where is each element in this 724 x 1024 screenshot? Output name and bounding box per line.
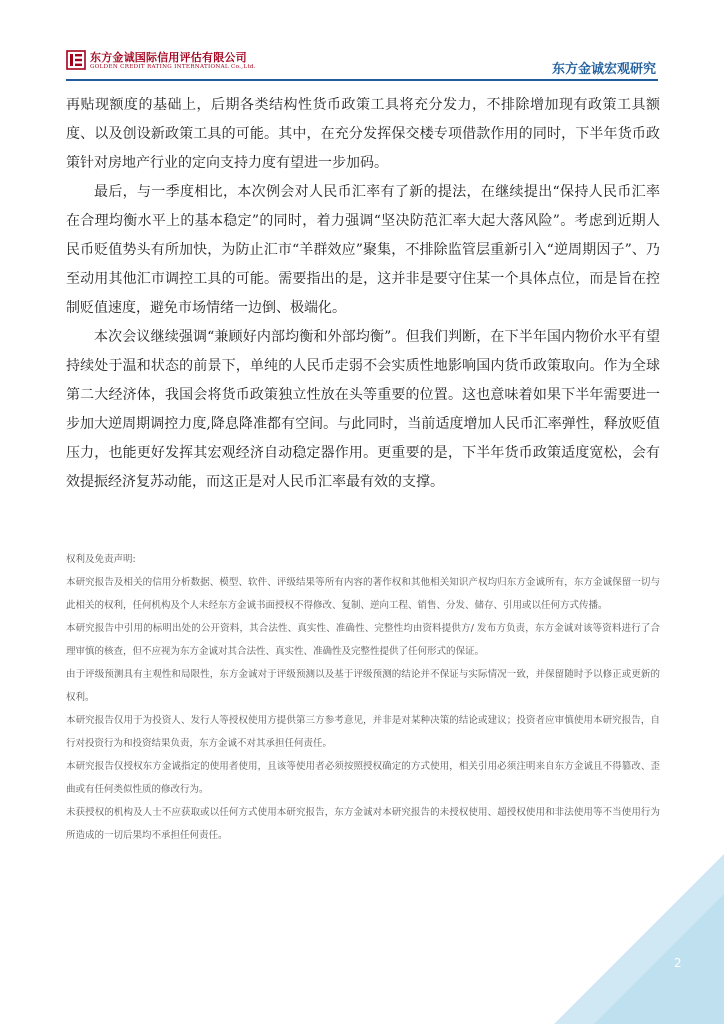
disclaimer-paragraph: 本研究报告及相关的信用分析数据、模型、软件、评级结果等所有内容的著作权和其他相关知识产权均归东方金诚所有，东方金诚保留一切与此相关的权利，任何机构及个人未经东方金诚书面授权不得修改、复制、逆向工程、销售、分发、储存、引用或以任何方式传播。 (66, 577, 660, 611)
disclaimer-section (66, 548, 660, 847)
disclaimer-title: 权利及免责声明: (66, 554, 136, 565)
corner-decoration (554, 854, 724, 1024)
body-paragraph: 本次会议继续强调“兼顾好内部均衡和外部均衡”。但我们判断，在下半年国内物价水平有望持续处于温和状态的前景下，单纯的人民币走弱不会实质性地影响国内货币政策取向。作为全球第二大经济体，我国会将货币政策独立性放在头等重要的位置。这也意味着如果下半年需要进一步加大逆周期调控力度,降息降准都有空间。与此同时，当前适度增加人民币汇率弹性，释放贬值压力，也能更好发挥其宏观经济自动稳定器作用。更重要的是，下半年货币政策适度宽松，会有效提振经济复苏动能，而这正是对人民币汇率最有效的支撑。 (66, 329, 660, 490)
disclaimer-paragraph: 本研究报告仅授权东方金诚指定的使用者使用，且该等使用者必须按照授权确定的方式使用，相关引用必须注明来自东方金诚且不得篡改、歪曲或有任何类似性质的修改行为。 (66, 761, 660, 795)
company-name-cn: 东方金诚国际信用评估有限公司 (90, 51, 247, 64)
main-body (66, 91, 660, 497)
disclaimer-paragraph: 本研究报告中引用的标明出处的公开资料，其合法性、真实性、准确性、完整性均由资料提供方/ 发布方负责，东方金诚对该等资料进行了合理审慎的核查，但不应视为东方金诚对其合法性、真实性、准确性及完整性提供了任何形式的保证。 (66, 623, 660, 657)
body-paragraph: 最后，与一季度相比，本次例会对人民币汇率有了新的提法，在继续提出“保持人民币汇率在合理均衡水平上的基本稳定”的同时，着力强调“坚决防范汇率大起大落风险”。考虑到近期人民币贬值势头有所加快，为防止汇市“羊群效应”聚集，不排除监管层重新引入“逆周期因子”、乃至动用其他汇市调控工具的可能。需要指出的是，这并非是要守住某一个具体点位，而是旨在控制贬值速度，避免市场情绪一边倒、极端化。 (66, 184, 660, 316)
company-name-en: GOLDEN CREDIT RATING INTERNATIONAL Co.,Ltd. (90, 64, 256, 70)
disclaimer-paragraph: 未获授权的机构及人士不应获取或以任何方式使用本研究报告，东方金诚对本研究报告的未授权使用、超授权使用和非法使用等不当使用行为所造成的一切后果均不承担任何责任。 (66, 807, 660, 841)
report-series-title: 东方金诚宏观研究 (551, 62, 656, 77)
company-logo-icon (66, 50, 86, 70)
disclaimer-paragraph: 本研究报告仅用于为投资人、发行人等授权使用方提供第三方参考意见，并非是对某种决策的结论或建议；投资者应审慎使用本研究报告，自行对投资行为和投资结果负责，东方金诚不对其承担任何责任。 (66, 715, 660, 749)
header-divider (66, 79, 658, 81)
body-paragraph: 再贴现额度的基础上，后期各类结构性货币政策工具将充分发力，不排除增加现有政策工具额度、以及创设新政策工具的可能。其中，在充分发挥保交楼专项借款作用的同时，下半年货币政策针对房地产行业的定向支持力度有望进一步加码。 (66, 97, 660, 171)
disclaimer-paragraph: 由于评级预测具有主观性和局限性，东方金诚对于评级预测以及基于评级预测的结论并不保证与实际情况一致，并保留随时予以修正或更新的权利。 (66, 669, 660, 703)
page-number: 2 (674, 956, 682, 970)
page-header (0, 0, 724, 82)
